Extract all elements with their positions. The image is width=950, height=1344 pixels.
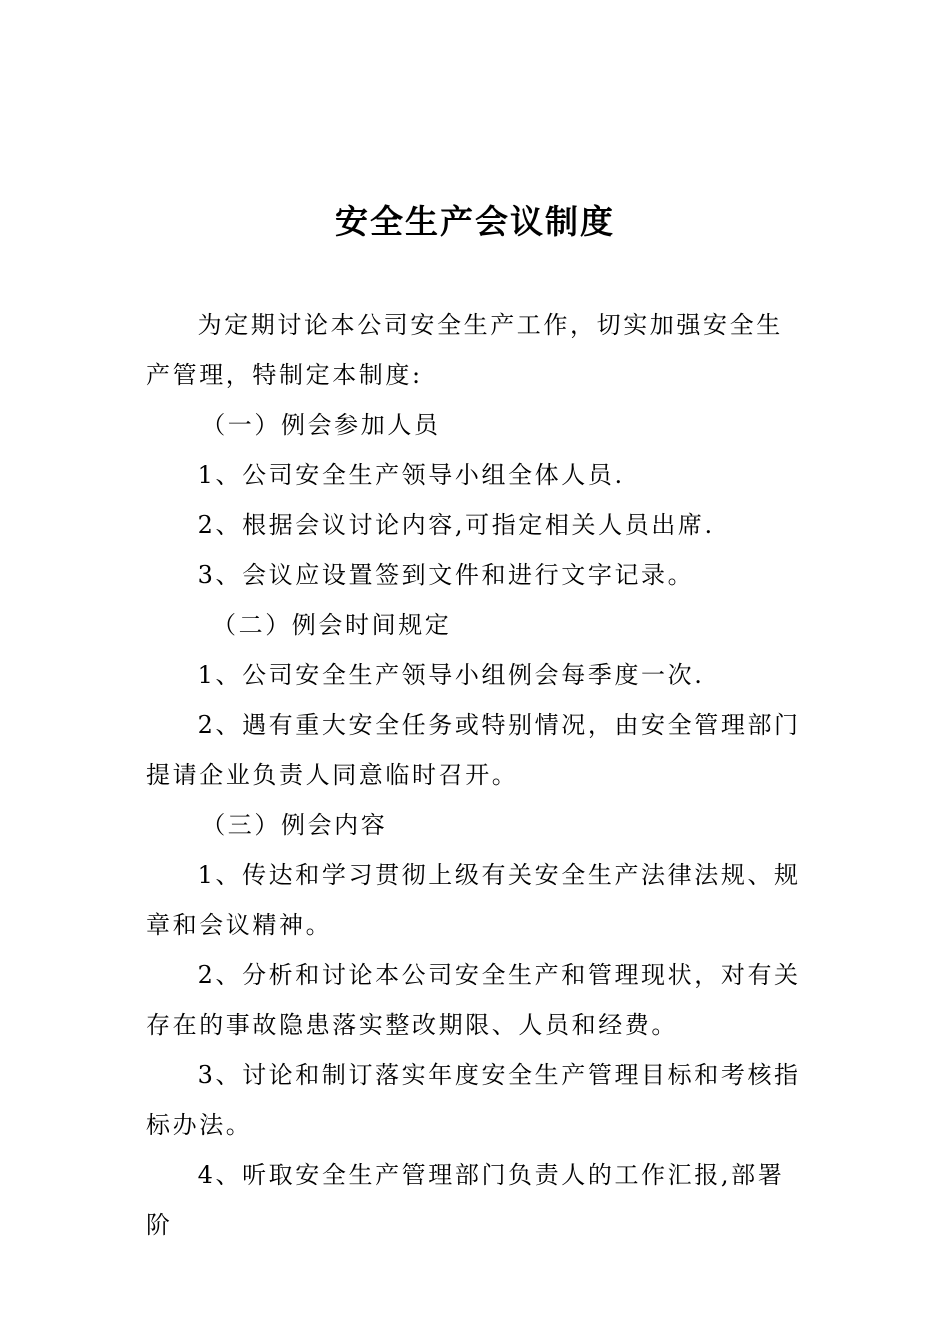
- list-item: 2、遇有重大安全任务或特别情况，由安全管理部门提请企业负责人同意临时召开。: [146, 711, 801, 789]
- list-item: 1、公司安全生产领导小组全体人员.: [197, 461, 625, 489]
- intro-paragraph: 为定期讨论本公司安全生产工作，切实加强安全生产管理，特制定本制度:: [146, 311, 783, 389]
- document-title: 安全生产会议制度: [335, 202, 615, 241]
- section-heading-schedule: （二）例会时间规定: [212, 611, 452, 639]
- list-item: 3、会议应设置签到文件和进行文字记录。: [197, 561, 695, 589]
- list-item: 1、公司安全生产领导小组例会每季度一次.: [197, 661, 705, 689]
- section-heading-content: （三）例会内容: [201, 811, 388, 839]
- list-item: 1、传达和学习贯彻上级有关安全生产法律法规、规章和会议精神。: [146, 861, 801, 939]
- list-item: 4、听取安全生产管理部门负责人的工作汇报,部署阶: [146, 1161, 785, 1239]
- section-heading-attendees: （一）例会参加人员: [201, 411, 441, 439]
- list-item: 2、根据会议讨论内容,可指定相关人员出席.: [197, 511, 715, 539]
- document-body: [146, 300, 808, 1250]
- list-item: 2、分析和讨论本公司安全生产和管理现状，对有关存在的事故隐患落实整改期限、人员和经费。: [146, 961, 801, 1039]
- list-item: 3、讨论和制订落实年度安全生产管理目标和考核指标办法。: [146, 1061, 801, 1139]
